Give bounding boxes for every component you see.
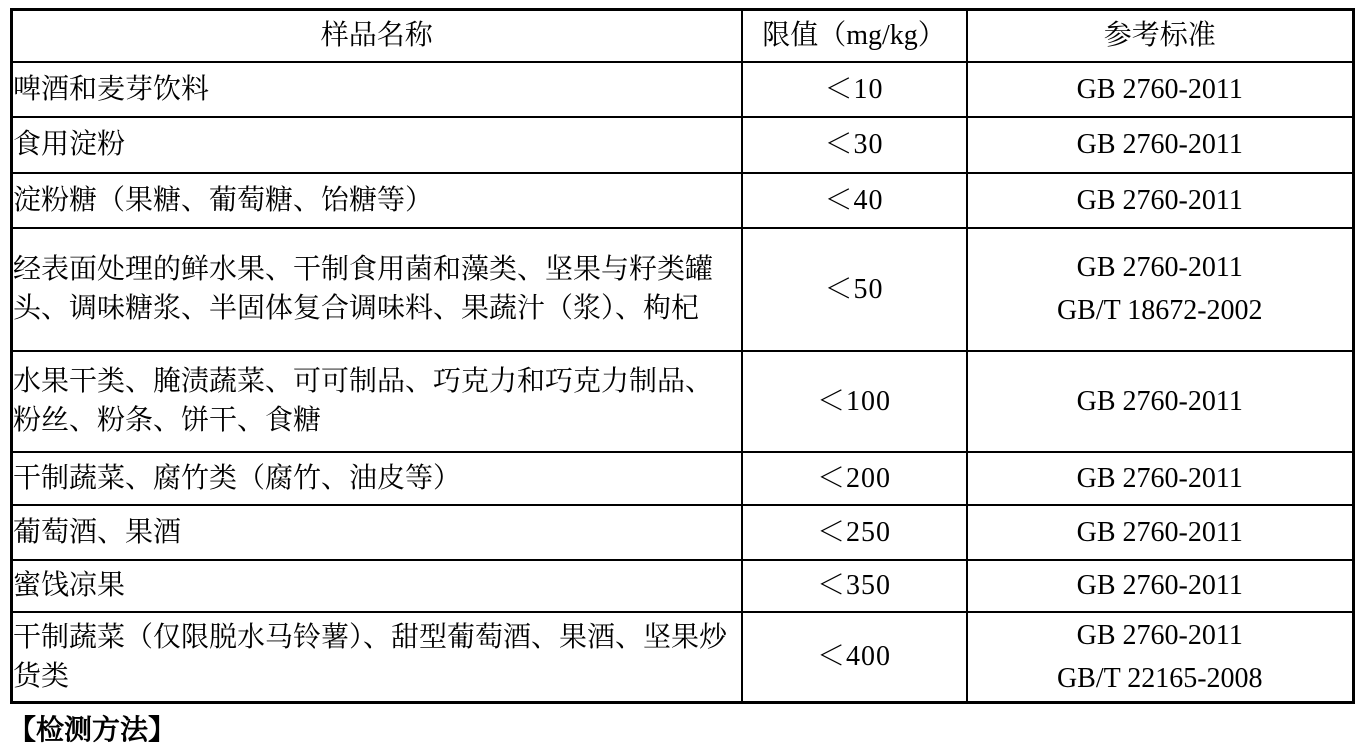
standard-cell [967,62,1354,117]
table-row [12,228,1354,351]
standard-line: GB 2760-2011 [1076,184,1243,216]
standard-line: GB 2760-2011 [1076,570,1243,601]
sample-name-cell: 食用淀粉 [12,117,742,173]
standard-line: GB 2760-2011 [1076,129,1243,160]
standard-cell [967,173,1354,228]
limit-cell: ＜50 [742,228,967,351]
limit-cell: ＜350 [742,560,967,612]
sample-name-cell: 葡萄酒、果酒 [12,505,742,560]
standard-cell [967,560,1354,612]
table-row [12,62,1354,117]
header-reference-standard: 参考标准 [967,10,1354,62]
table-row [12,173,1354,228]
standard-line: GB/T 22165-2008 [1056,662,1263,694]
sample-name-cell: 啤酒和麦芽饮料 [12,62,742,117]
sample-name-cell: 干制蔬菜、腐竹类（腐竹、油皮等） [12,452,742,505]
standard-cell [967,117,1354,173]
table-row [12,452,1354,505]
sample-name-cell: 蜜饯凉果 [12,560,742,612]
header-limit: 限值（mg/kg） [742,10,967,62]
header-sample-name: 样品名称 [12,10,742,62]
standard-line: GB/T 18672-2002 [1056,295,1263,326]
sample-name-cell: 水果干类、腌渍蔬菜、可可制品、巧克力和巧克力制品、粉丝、粉条、饼干、食糖 [12,351,742,452]
clipped-section-heading: 【检测方法】 [8,715,177,746]
table-header-row [12,10,1354,62]
table-row [12,612,1354,703]
limit-cell: ＜400 [742,612,967,703]
limit-cell: ＜10 [742,62,967,117]
table-row [12,351,1354,452]
table-row [12,505,1354,560]
so2-limits-table [10,8,1355,704]
standard-line: GB 2760-2011 [1076,516,1243,548]
standard-cell [967,452,1354,505]
standard-cell [967,228,1354,351]
standard-line: GB 2760-2011 [1076,252,1243,283]
standard-line: GB 2760-2011 [1076,619,1243,651]
limit-cell: ＜40 [742,173,967,228]
standard-cell [967,505,1354,560]
sample-name-cell: 干制蔬菜（仅限脱水马铃薯）、甜型葡萄酒、果酒、坚果炒货类 [12,612,742,703]
standard-line: GB 2760-2011 [1076,462,1243,494]
limit-cell: ＜250 [742,505,967,560]
sample-name-cell: 经表面处理的鲜水果、干制食用菌和藻类、坚果与籽类罐头、调味糖浆、半固体复合调味料、果蔬汁（浆）、枸杞 [12,228,742,351]
limit-cell: ＜100 [742,351,967,452]
limit-cell: ＜200 [742,452,967,505]
table-row [12,560,1354,612]
sample-name-cell: 淀粉糖（果糖、葡萄糖、饴糖等） [12,173,742,228]
table-row [12,117,1354,173]
standard-line: GB 2760-2011 [1076,73,1243,105]
standard-cell [967,351,1354,452]
standard-line: GB 2760-2011 [1076,385,1243,417]
limit-cell: ＜30 [742,117,967,173]
standard-cell [967,612,1354,703]
